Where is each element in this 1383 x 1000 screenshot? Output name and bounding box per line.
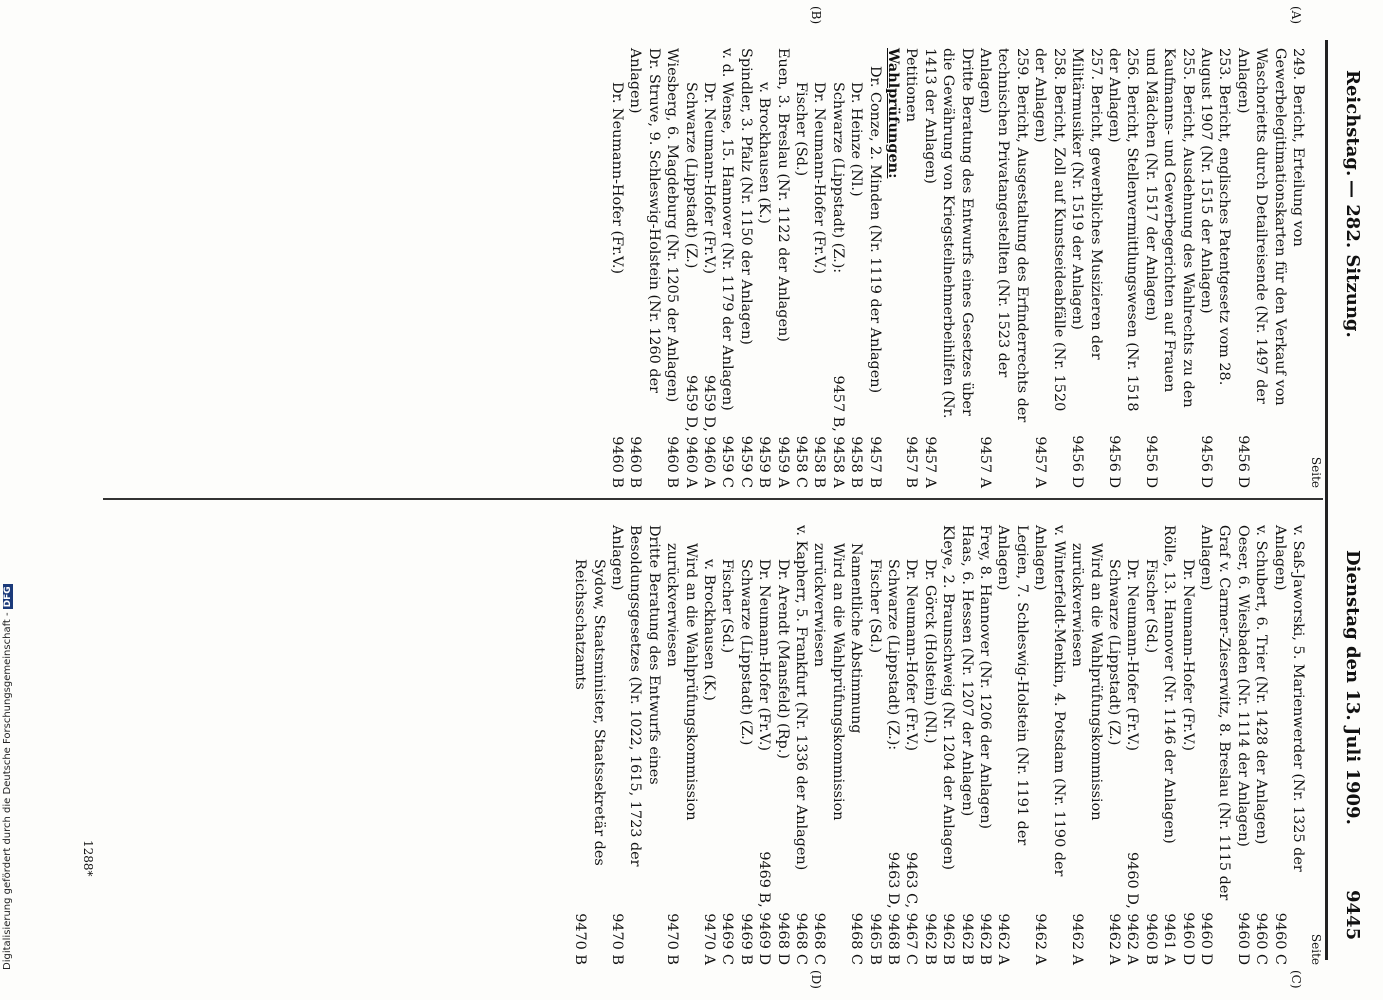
- entry-page: 9468 C: [811, 912, 828, 965]
- entry-page: 9468 C: [793, 912, 810, 965]
- left-column: [608, 48, 1321, 488]
- sheet-number: 1288*: [81, 840, 95, 877]
- toc-entry: [920, 48, 975, 488]
- entry-text: Dritte Beratung des Entwurfs eines Besoldungsgesetzes (Nr. 1022, 1615, 1723 der Anlagen): [608, 525, 662, 867]
- entry-page: 9458 B: [811, 436, 828, 488]
- entry-text: Dr. Arendt (Mansfeld) (Rp.): [774, 559, 791, 759]
- entry-text: Dr. Conze, 2. Minden (Nr. 1119 der Anlagen): [866, 66, 883, 394]
- entry-text: v. Schubert, 6. Trier (Nr. 1428 der Anlagen): [1253, 525, 1270, 845]
- entry-page: 9460 B: [608, 436, 625, 488]
- entry-page: 9470 B: [572, 913, 589, 965]
- left-entries: [902, 48, 1321, 488]
- toc-entry: [1031, 48, 1068, 488]
- entry-page: 9470 B: [608, 913, 625, 965]
- entry-page: 9459 D, 9460 A: [682, 375, 699, 488]
- header-page-number: 9445: [1342, 890, 1363, 941]
- header-rule: [1325, 40, 1328, 960]
- toc-entry: [736, 48, 754, 488]
- toc-entry: [663, 525, 700, 965]
- entry-page: 9460 D, 9462 A: [1124, 852, 1141, 965]
- entry-text: Graf v. Carmer-Zieserwitz, 8. Breslau (Nr. 1115 der Anlagen): [1197, 525, 1233, 901]
- entry-page: 9460 B: [664, 436, 681, 488]
- toc-entry: [939, 525, 957, 965]
- toc-entry: [608, 48, 626, 488]
- margin-marker-c: (C): [1289, 970, 1303, 989]
- toc-entry: [884, 525, 902, 965]
- toc-entry: [828, 48, 846, 488]
- credit-text: [2, 584, 13, 970]
- entry-text: Dr. Neumann-Hofer (Fr.V.): [756, 559, 773, 752]
- entry-page: 9470 A: [701, 913, 717, 965]
- entry-text: Petitionen: [903, 48, 920, 123]
- toc-entry: [792, 48, 810, 488]
- toc-entry: [1141, 48, 1196, 488]
- entry-text: Oeser, 6. Wiesbaden (Nr. 1114 der Anlagen): [1234, 525, 1251, 847]
- entry-page: 9462 B: [921, 913, 938, 965]
- toc-entry: [718, 525, 736, 965]
- entry-page: 9469 B, 9469 D: [756, 851, 773, 965]
- toc-entry: [994, 525, 1031, 965]
- toc-entry: [1178, 525, 1196, 965]
- entry-page: 9457 B: [866, 436, 883, 488]
- entry-page: 9461 A: [1161, 913, 1178, 965]
- entry-page: 9459 C: [719, 435, 736, 488]
- entry-page: 9460 D: [1234, 912, 1251, 965]
- entry-page: 9470 B: [664, 913, 681, 965]
- entry-page: 9460 B: [627, 436, 644, 488]
- toc-entry: [902, 48, 920, 488]
- entry-text: 255. Bericht, Ausdehnung des Wahlrechts zu den Kaufmanns- und Gewerbegerichten auf Frauen und Mädchen (Nr. 1517 der Anlagen): [1142, 48, 1196, 408]
- entry-text: Schwarze (Lippstadt) (Z.):: [829, 82, 846, 274]
- toc-entry: [957, 525, 975, 965]
- toc-entry: [1105, 525, 1123, 965]
- entry-page: 9462 A: [1032, 913, 1049, 965]
- toc-entry: [1141, 525, 1159, 965]
- toc-entry: [810, 525, 847, 965]
- toc-entry: [1197, 525, 1234, 965]
- toc-entry: [976, 48, 1031, 488]
- election-entries: [608, 48, 884, 488]
- entry-page: 9460 B: [1142, 913, 1159, 965]
- entry-page: 9457 A: [977, 436, 994, 488]
- entry-text: Fischer (Sd.): [719, 559, 736, 654]
- toc-entry: [1160, 525, 1178, 965]
- entry-text: 257. Bericht, gewerbliches Musizieren der Militärmusiker (Nr. 1519 der Anlagen): [1069, 48, 1104, 360]
- entry-text: v. d. Wense, 15. Hannover (Nr. 1179 der Anlagen): [719, 48, 736, 411]
- column-rule: [103, 498, 1323, 500]
- toc-entry: [700, 48, 718, 488]
- toc-entry: [902, 525, 920, 965]
- entry-text: Spindler, 3. Pfalz (Nr. 1150 der Anlagen): [737, 48, 754, 345]
- entry-page: 9459 D, 9460 A: [701, 375, 717, 488]
- toc-entry: [773, 48, 791, 488]
- entry-page: 9468 D: [774, 912, 791, 965]
- margin-marker-a: (A): [1289, 6, 1303, 25]
- entry-text: Dr. Neumann-Hofer (Fr.V.): [1124, 559, 1141, 752]
- toc-entry: [1068, 48, 1105, 488]
- entry-page: 9469 C: [719, 912, 736, 965]
- page-header: [1331, 30, 1371, 970]
- entry-page: 9463 D, 9468 B: [885, 851, 902, 965]
- toc-entry: [700, 525, 718, 965]
- entry-page: 9458 B: [848, 436, 865, 488]
- entry-page: 9457 B, 9458 A: [829, 375, 846, 488]
- header-right-title: Dienstag den 13. Juli 1909.: [1342, 550, 1363, 825]
- seite-label: Seite: [1309, 456, 1323, 488]
- entry-page: 9459 A: [774, 436, 791, 488]
- entry-text: Haas, 6. Hessen (Nr. 1207 der Anlagen): [958, 525, 975, 817]
- entry-page: 9456 D: [1197, 435, 1214, 488]
- entry-page: 9463 C, 9467 C: [903, 851, 920, 965]
- entry-page: 9457 A: [921, 436, 938, 488]
- section-heading: Wahlprüfungen:: [885, 48, 903, 179]
- entry-page: 9457 A: [1032, 436, 1049, 488]
- entry-text: Dr. Görck (Holstein) (Nl.): [921, 559, 938, 744]
- seite-label: Seite: [1309, 933, 1323, 965]
- entry-text: Wiesberg, 6. Magdeburg (Nr. 1205 der Anlagen): [664, 48, 681, 403]
- entry-text: Schwarze (Lippstadt) (Z.): [1105, 559, 1122, 746]
- toc-entry: [810, 48, 828, 488]
- entry-text: Namentliche Abstimmung: [848, 543, 865, 734]
- entry-text: 253. Bericht, englisches Patentgesetz vom 28. August 1907 (Nr. 1515 der Anlagen): [1197, 48, 1233, 386]
- toc-entry: [976, 525, 994, 965]
- header-left-title: Reichstag.: [1342, 70, 1363, 177]
- entry-text: Schwarze (Lippstadt) (Z.):: [885, 559, 902, 751]
- header-center-title: — 282. Sitzung.: [1342, 180, 1363, 338]
- toc-entry: [1123, 525, 1141, 965]
- toc-entry: [847, 48, 865, 488]
- toc-entry: [1233, 48, 1307, 488]
- entry-text: Dritte Beratung des Entwurfs eines Gesetzes über die Gewährung von Kriegsteilnehmerbeihilfen (Nr. 1413 der Anlagen): [921, 48, 975, 419]
- entry-page: 9462 A: [1105, 913, 1122, 965]
- toc-entry: [1252, 525, 1270, 965]
- toc-entry: [608, 525, 663, 965]
- entry-text: v. Brockhausen (K.): [701, 559, 717, 701]
- margin-marker-b: (B): [809, 6, 823, 25]
- toc-entry: [773, 525, 791, 965]
- entry-page: 9458 C: [793, 435, 810, 488]
- toc-entry: [755, 48, 773, 488]
- entry-text: Dr. Heinze (Nl.): [848, 82, 865, 197]
- digitization-credit: [2, 586, 26, 1000]
- entry-page: 9459 B: [756, 436, 773, 488]
- entry-page: 9462 A: [1069, 913, 1086, 965]
- entry-page: 9462 B: [977, 913, 994, 965]
- entry-text: 249. Bericht, Erteilung von Gewerbelegitimationskarten für den Verkauf von Waschorietts durch Detailreisende (Nr. 1497 der Anlagen): [1234, 48, 1306, 406]
- entry-page: 9468 C: [848, 912, 865, 965]
- entry-page: 9456 D: [1234, 435, 1251, 488]
- entry-text: Dr. Neumann-Hofer (Fr.V.): [608, 82, 625, 275]
- right-entries: [571, 525, 1321, 965]
- entry-text: Dr. Neumann-Hofer (Fr.V.): [701, 82, 717, 275]
- entry-text: Fischer (Sd.): [1142, 559, 1159, 654]
- toc-entry: [626, 48, 663, 488]
- toc-entry: [1197, 48, 1234, 488]
- entry-text: Sydow, Staatsminister, Staatssekretär des Reichsschatzamts: [572, 559, 607, 866]
- entry-text: Wird an die Wahlprüfungskommission zurückverwiesen: [1069, 543, 1104, 821]
- entry-text: Dr. Neumann-Hofer (Fr.V.): [1179, 559, 1196, 752]
- toc-entry: [681, 48, 699, 488]
- toc-entry: [718, 48, 736, 488]
- entry-text: Frey, 8. Hannover (Nr. 1206 der Anlagen): [977, 525, 994, 829]
- entry-page: 9459 C: [737, 435, 754, 488]
- entry-page: 9460 D: [1197, 912, 1214, 965]
- toc-entry: [1105, 48, 1142, 488]
- toc-entry: [865, 525, 883, 965]
- entry-page: 9457 B: [903, 436, 920, 488]
- toc-entry: [736, 525, 754, 965]
- entry-page: 9456 D: [1069, 435, 1086, 488]
- entry-text: Schwarze (Lippstadt) (Z.): [682, 82, 699, 269]
- entry-text: Legien, 7. Schleswig-Holstein (Nr. 1191 der Anlagen): [995, 525, 1030, 846]
- right-column: [571, 525, 1321, 965]
- entry-text: v. Kapherr, 5. Frankfurt (Nr. 1336 der Anlagen): [793, 525, 810, 871]
- entry-text: Schwarze (Lippstadt) (Z.): [737, 559, 754, 746]
- entry-text: Rölle, 13. Hannover (Nr. 1146 der Anlagen): [1161, 525, 1178, 844]
- toc-entry: [1270, 525, 1307, 965]
- entry-text: Dr. Neumann-Hofer (Fr.V.): [903, 559, 920, 752]
- entry-page: 9460 C: [1253, 912, 1270, 965]
- toc-entry: [920, 525, 938, 965]
- entry-page: 9462 B: [940, 913, 957, 965]
- toc-entry: [1233, 525, 1251, 965]
- entry-text: v. Winterfeldt-Menkin, 4. Potsdam (Nr. 1190 der Anlagen): [1032, 525, 1067, 877]
- entry-page: 9465 B: [866, 913, 883, 965]
- toc-entry: [865, 48, 883, 488]
- entry-text: 258. Bericht, Zoll auf Kunstseideabfälle (Nr. 1520 der Anlagen): [1032, 48, 1067, 412]
- entry-page: 9456 D: [1105, 435, 1122, 488]
- entry-page: 9460 D: [1179, 912, 1196, 965]
- entry-text: Euen, 3. Breslau (Nr. 1122 der Anlagen): [774, 48, 791, 342]
- toc-entry: [1031, 525, 1068, 965]
- entry-text: Kleye, 2. Braunschweig (Nr. 1204 der Anlagen): [940, 525, 957, 870]
- toc-entry: [792, 525, 810, 965]
- entry-text: Dr. Struve, 9. Schleswig-Holstein (Nr. 1260 der Anlagen): [627, 48, 662, 393]
- toc-entry: [755, 525, 773, 965]
- entry-text: Wird an die Wahlprüfungskommission zurückverwiesen: [811, 543, 846, 821]
- toc-entry: [571, 525, 608, 965]
- entry-page: 9456 D: [1142, 435, 1159, 488]
- entry-page: 9462 A: [995, 913, 1012, 965]
- entry-text: Dr. Neumann-Hofer (Fr.V.): [811, 82, 828, 275]
- entry-text: Fischer (Sd.): [866, 559, 883, 654]
- entry-page: 9469 B: [737, 913, 754, 965]
- dfg-logo: DFG: [3, 586, 13, 608]
- entry-page: 9460 C: [1271, 912, 1288, 965]
- toc-entry: [847, 525, 865, 965]
- margin-marker-d: (D): [809, 970, 823, 989]
- entry-page: 9462 B: [958, 913, 975, 965]
- entry-text: 259. Bericht, Ausgestaltung des Erfinderrechts der technischen Privatangestellten (Nr. 1523 der Anlagen): [977, 48, 1030, 423]
- toc-entry: [1068, 525, 1105, 965]
- entry-text: Wird an die Wahlprüfungskommission zurückverwiesen: [664, 543, 699, 821]
- credit-label: Digitalisierung gefördert durch die Deutsche Forschungsgemeinschaft -: [2, 612, 13, 970]
- entry-text: v. Saß-Jaworski, 5. Marienwerder (Nr. 1325 der Anlagen): [1271, 525, 1306, 872]
- entry-text: v. Brockhausen (K.): [756, 82, 773, 224]
- entry-text: Fischer (Sd.): [793, 82, 810, 177]
- entry-text: 256. Bericht, Stellenvermittlungswesen (Nr. 1518 der Anlagen): [1105, 48, 1141, 412]
- toc-entry: [663, 48, 681, 488]
